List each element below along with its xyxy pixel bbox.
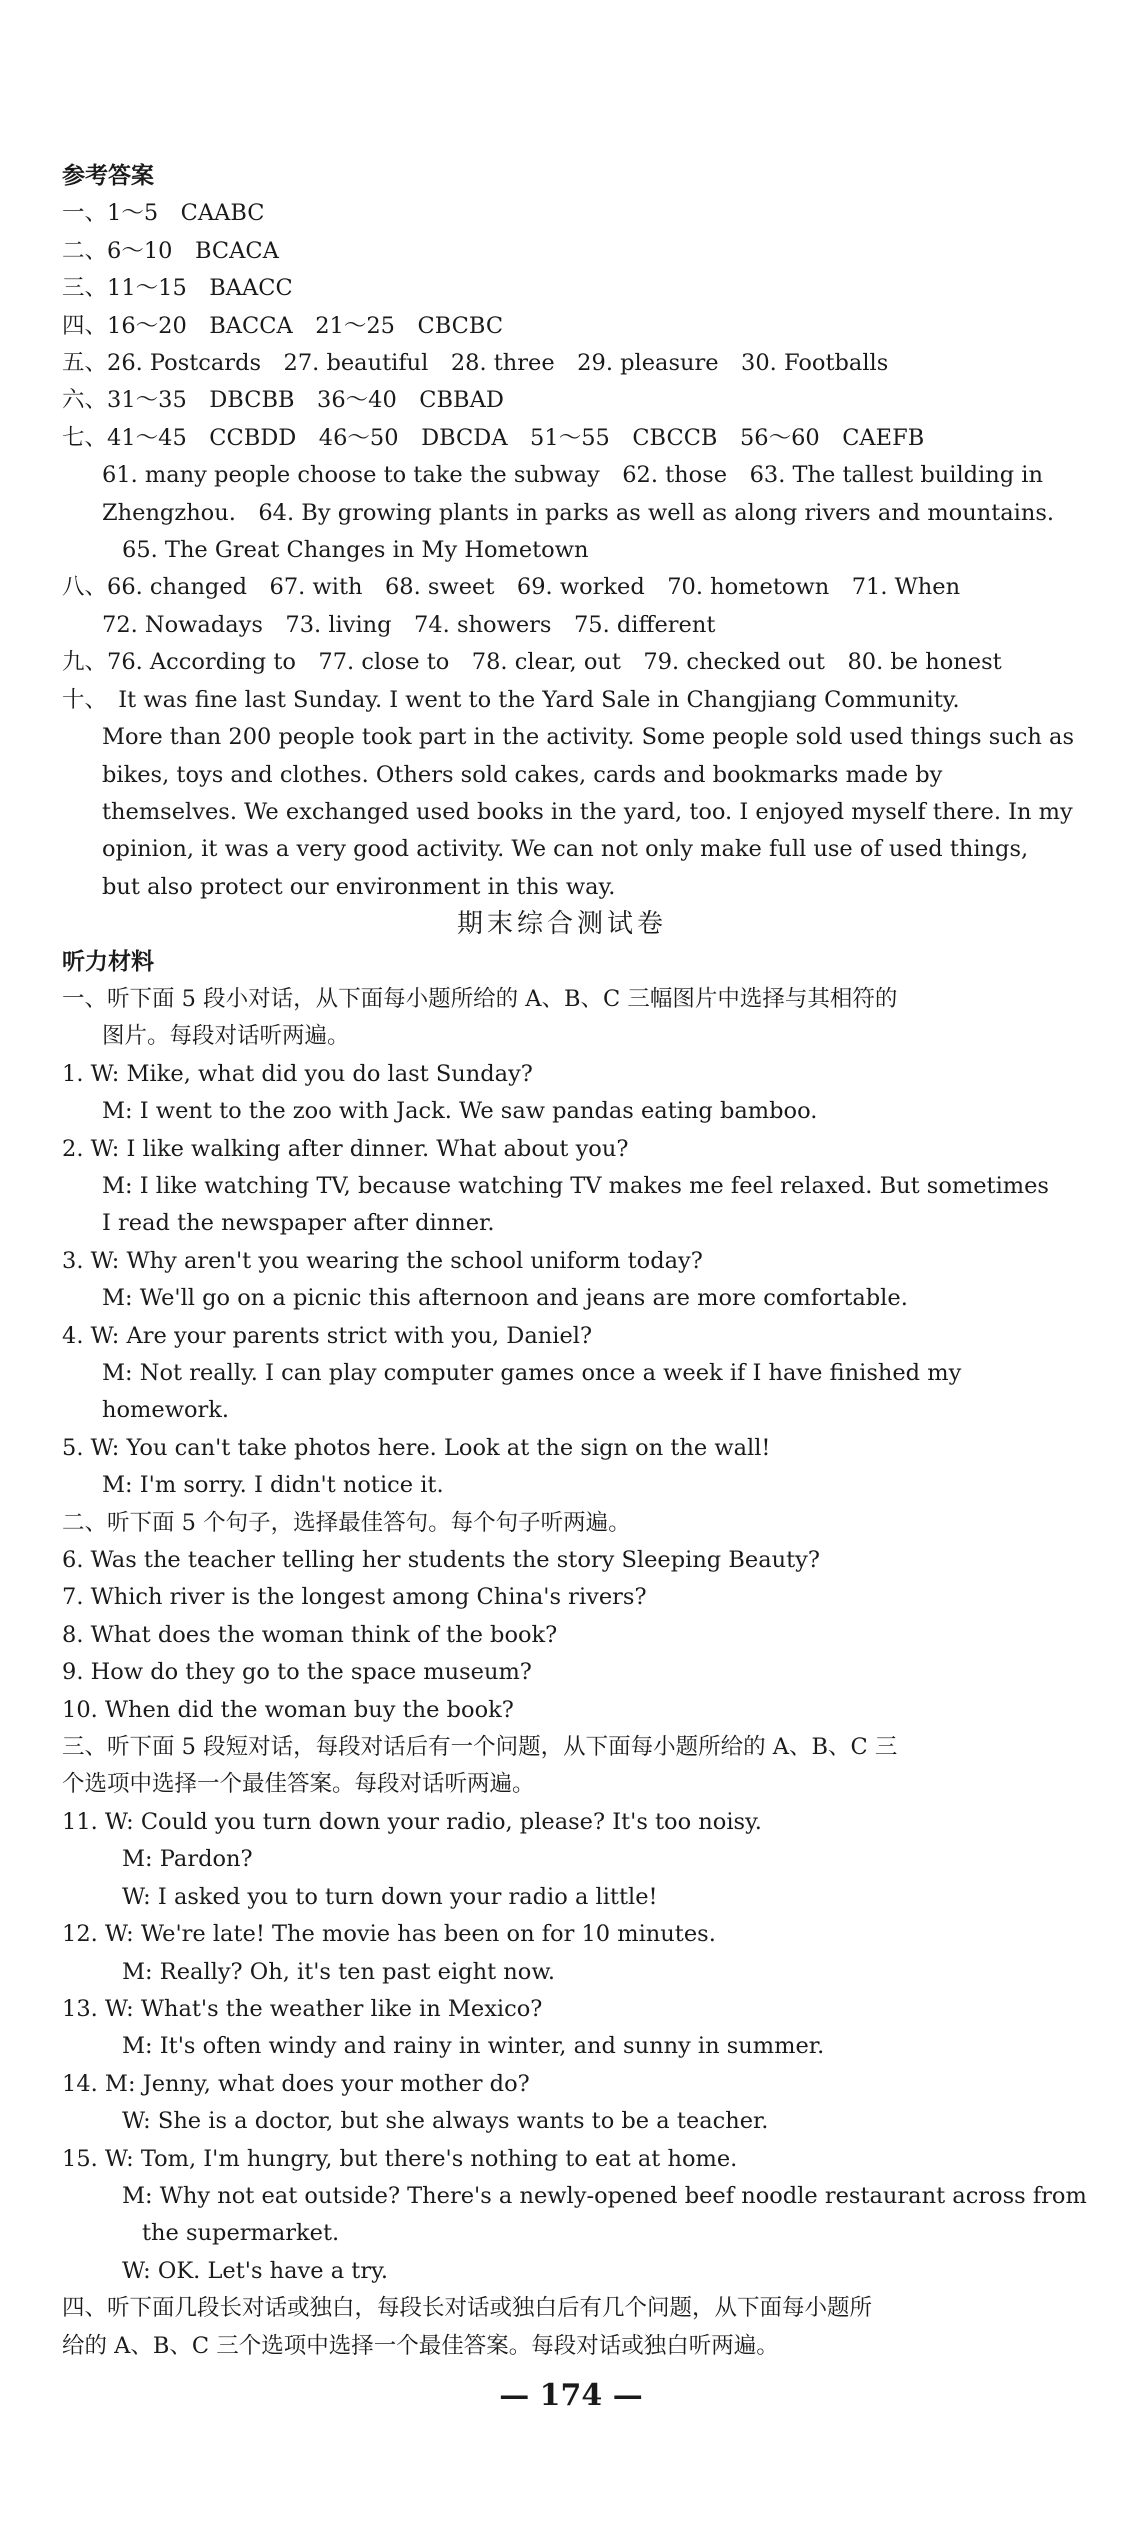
- dialogue-line: M: I like watching TV, because watching TV makes me feel relaxed. But sometimes: [102, 1172, 1049, 1199]
- dialogue-line: M: It's often windy and rainy in winter, and sunny in summer.: [122, 2033, 825, 2060]
- dialogue-line: 4. W: Are your parents strict with you, Daniel?: [62, 1322, 593, 1349]
- dialogue-line: 13. W: What's the weather like in Mexico?: [62, 1995, 543, 2022]
- dialogue-line: 2. W: I like walking after dinner. What about you?: [62, 1135, 629, 1162]
- dialogue-line: 15. W: Tom, I'm hungry, but there's nothing to eat at home.: [62, 2145, 738, 2172]
- dialogue-line: 1. W: Mike, what did you do last Sunday?: [62, 1060, 533, 1087]
- section-instruction: 二、听下面 5 个句子，选择最佳答句。每个句子听两遍。: [62, 1509, 631, 1536]
- dialogue-line: M: Not really. I can play computer games once a week if I have finished my: [102, 1360, 962, 1386]
- dialogue-line: homework.: [102, 1397, 230, 1424]
- section-instruction: 三、听下面 5 段短对话，每段对话后有一个问题，从下面每小题所给的 A、B、C 三: [62, 1734, 898, 1761]
- question-line: 6. Was the teacher telling her students the story Sleeping Beauty?: [62, 1547, 820, 1574]
- section-instruction: 一、听下面 5 段小对话，从下面每小题所给的 A、B、C 三幅图片中选择与其相符的: [62, 985, 898, 1012]
- answer-line: 七、41～45 CCBDD 46～50 DBCDA 51～55 CBCCB 56～60 CAEFB: [62, 424, 925, 451]
- question-line: 8. What does the woman think of the book?: [62, 1621, 558, 1648]
- dialogue-line: W: She is a doctor, but she always wants to be a teacher.: [122, 2108, 769, 2135]
- answer-line: 61. many people choose to take the subway 62. those 63. The tallest building in: [102, 462, 1043, 489]
- answer-line: 三、11～15 BAACC: [62, 275, 293, 302]
- page-number: — 174 —: [499, 2378, 643, 2413]
- composition-line: themselves. We exchanged used books in the yard, too. I enjoyed myself there. In my: [102, 798, 1073, 825]
- answers-heading: 参考答案: [62, 163, 154, 189]
- answer-line: 65. The Great Changes in My Hometown: [122, 537, 589, 564]
- answer-line: 一、1～5 CAABC: [62, 200, 265, 227]
- dialogue-line: M: Pardon?: [122, 1846, 253, 1873]
- dialogue-line: W: I asked you to turn down your radio a little!: [122, 1883, 658, 1910]
- section-instruction: 个选项中选择一个最佳答案。每段对话听两遍。: [62, 1771, 535, 1798]
- section-instruction: 给的 A、B、C 三个选项中选择一个最佳答案。每段对话或独白听两遍。: [62, 2332, 779, 2359]
- dialogue-line: M: Why not eat outside? There's a newly-opened beef noodle restaurant across from: [122, 2182, 1087, 2209]
- dialogue-line: the supermarket.: [142, 2220, 340, 2247]
- dialogue-line: M: I went to the zoo with Jack. We saw pandas eating bamboo.: [102, 1098, 818, 1125]
- composition-line: bikes, toys and clothes. Others sold cakes, cards and bookmarks made by: [102, 761, 943, 788]
- dialogue-line: 14. M: Jenny, what does your mother do?: [62, 2070, 530, 2097]
- answer-line: 四、16～20 BACCA 21～25 CBCBC: [62, 312, 504, 339]
- question-line: 7. Which river is the longest among China's rivers?: [62, 1584, 647, 1611]
- composition-line: but also protect our environment in this way.: [102, 873, 616, 900]
- section-instruction: 四、听下面几段长对话或独白，每段长对话或独白后有几个问题，从下面每小题所: [62, 2295, 873, 2322]
- answer-line: 二、6～10 BCACA: [62, 237, 279, 264]
- answer-line: 九、76. According to 77. close to 78. clear, out 79. checked out 80. be honest: [62, 649, 1002, 676]
- page-content: [62, 158, 1087, 2365]
- question-line: 10. When did the woman buy the book?: [62, 1696, 514, 1723]
- answer-line: 六、31～35 DBCBB 36～40 CBBAD: [62, 387, 504, 414]
- dialogue-line: W: OK. Let's have a try.: [122, 2257, 388, 2284]
- answer-line: 72. Nowadays 73. living 74. showers 75. different: [102, 611, 716, 638]
- composition-line: More than 200 people took part in the activity. Some people sold used things such as: [102, 724, 1074, 751]
- answer-line: 八、66. changed 67. with 68. sweet 69. worked 70. hometown 71. When: [62, 574, 961, 601]
- listening-heading: 听力材料: [62, 948, 154, 975]
- dialogue-line: 12. W: We're late! The movie has been on for 10 minutes.: [62, 1921, 716, 1948]
- answer-line: Zhengzhou. 64. By growing plants in parks as well as along rivers and mountains.: [102, 499, 1055, 526]
- dialogue-line: M: We'll go on a picnic this afternoon and jeans are more comfortable.: [102, 1285, 908, 1312]
- composition-line: opinion, it was a very good activity. We can not only make full use of used things,: [102, 836, 1029, 863]
- dialogue-line: M: Really? Oh, it's ten past eight now.: [122, 1958, 556, 1985]
- composition-line: 十、 It was fine last Sunday. I went to the Yard Sale in Changjiang Community.: [62, 686, 960, 713]
- exam-title: 期末综合测试卷: [456, 909, 667, 940]
- answer-line: 五、26. Postcards 27. beautiful 28. three 29. pleasure 30. Footballs: [62, 350, 889, 377]
- dialogue-line: 11. W: Could you turn down your radio, please? It's too noisy.: [62, 1808, 762, 1835]
- dialogue-line: 5. W: You can't take photos here. Look at the sign on the wall!: [62, 1434, 771, 1461]
- question-line: 9. How do they go to the space museum?: [62, 1659, 532, 1686]
- section-instruction: 图片。每段对话听两遍。: [102, 1023, 350, 1050]
- dialogue-line: 3. W: Why aren't you wearing the school uniform today?: [62, 1247, 703, 1274]
- dialogue-line: I read the newspaper after dinner.: [102, 1210, 495, 1237]
- dialogue-line: M: I'm sorry. I didn't notice it.: [102, 1472, 444, 1499]
